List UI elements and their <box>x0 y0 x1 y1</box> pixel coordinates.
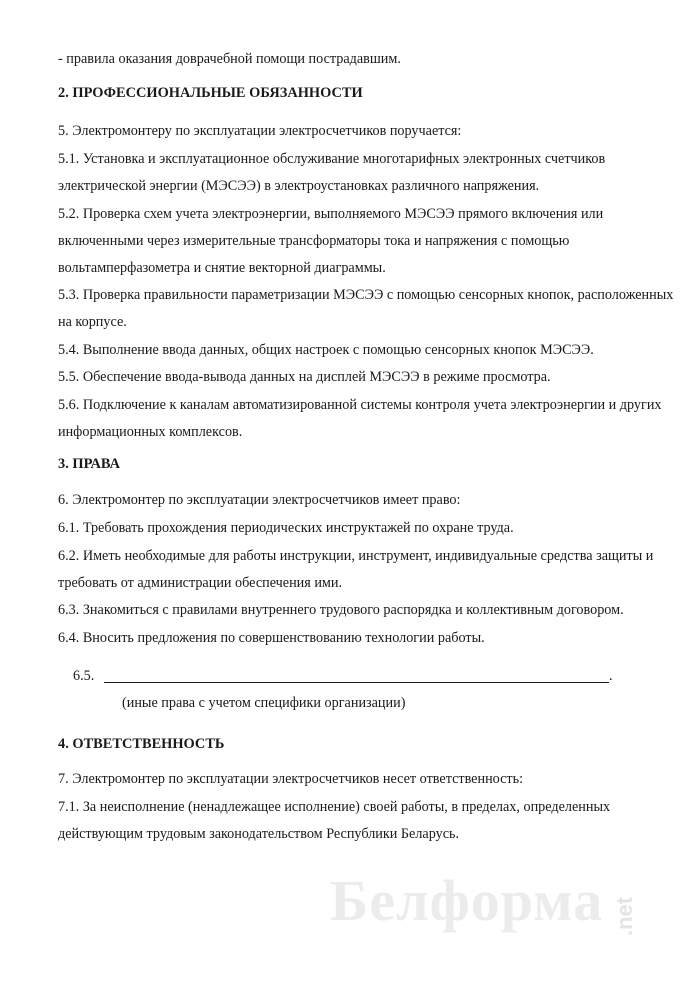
paragraph-line: действующим трудовым законодательством Республики Беларусь. <box>58 826 460 842</box>
blank-item-number: 6.5. <box>73 668 95 684</box>
watermark-suffix: .net <box>612 896 637 936</box>
paragraph-line: 5. Электромонтеру по эксплуатации электросчетчиков поручается: <box>58 123 462 139</box>
blank-item-end: . <box>609 668 613 684</box>
paragraph-line: 6.1. Требовать прохождения периодических инструктажей по охране труда. <box>58 520 514 536</box>
paragraph-line: 5.4. Выполнение ввода данных, общих настроек с помощью сенсорных кнопок МЭСЭЭ. <box>58 342 594 358</box>
paragraph-line: требовать от администрации обеспечения ими. <box>58 575 343 591</box>
fill-in-underline <box>104 682 609 683</box>
paragraph-line: 7.1. За неисполнение (ненадлежащее исполнение) своей работы, в пределах, определенных <box>58 799 611 815</box>
paragraph-line: информационных комплексов. <box>58 424 243 440</box>
paragraph-line: 6.2. Иметь необходимые для работы инструкции, инструмент, индивидуальные средства защиты и <box>58 548 654 564</box>
section-3-heading: 3. ПРАВА <box>58 456 121 472</box>
paragraph-line: вольтамперфазометра и снятие векторной диаграммы. <box>58 260 386 276</box>
paragraph-line: 5.3. Проверка правильности параметризации МЭСЭЭ с помощью сенсорных кнопок, расположенных <box>58 287 674 303</box>
blank-caption: (иные права с учетом специфики организации) <box>122 695 406 711</box>
section-2-heading: 2. ПРОФЕССИОНАЛЬНЫЕ ОБЯЗАННОСТИ <box>58 85 363 101</box>
paragraph-line: на корпусе. <box>58 314 127 330</box>
paragraph-line: включенными через измерительные трансформаторы тока и напряжения с помощью <box>58 233 570 249</box>
paragraph-line: 5.5. Обеспечение ввода-вывода данных на дисплей МЭСЭЭ в режиме просмотра. <box>58 369 551 385</box>
paragraph-line: 5.2. Проверка схем учета электроэнергии, выполняемого МЭСЭЭ прямого включения или <box>58 206 604 222</box>
watermark-logo: Белформа <box>330 868 604 933</box>
intro-line: - правила оказания доврачебной помощи пострадавшим. <box>58 51 401 67</box>
paragraph-line: 7. Электромонтер по эксплуатации электросчетчиков несет ответственность: <box>58 771 524 787</box>
blank-fill-row <box>73 668 613 686</box>
paragraph-line: 6.4. Вносить предложения по совершенствованию технологии работы. <box>58 630 485 646</box>
paragraph-line: электрической энергии (МЭСЭЭ) в электроустановках различного напряжения. <box>58 178 540 194</box>
paragraph-line: 6.3. Знакомиться с правилами внутреннего трудового распорядка и коллективным договором. <box>58 602 624 618</box>
section-4-heading: 4. ОТВЕТСТВЕННОСТЬ <box>58 736 225 752</box>
paragraph-line: 6. Электромонтер по эксплуатации электросчетчиков имеет право: <box>58 492 461 508</box>
paragraph-line: 5.6. Подключение к каналам автоматизированной системы контроля учета электроэнергии и других <box>58 397 662 413</box>
paragraph-line: 5.1. Установка и эксплуатационное обслуживание многотарифных электронных счетчиков <box>58 151 606 167</box>
